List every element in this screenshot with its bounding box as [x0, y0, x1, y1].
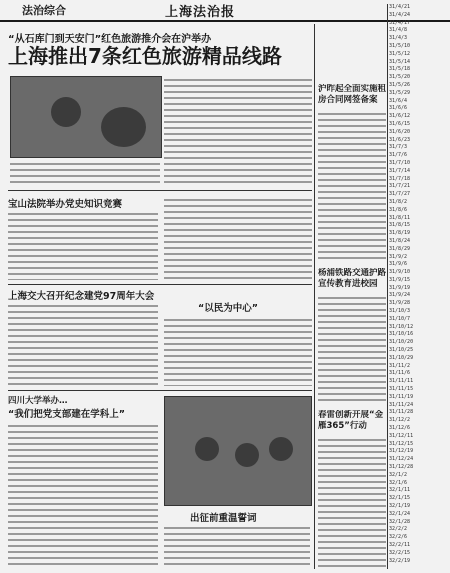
headline-sichuan: 四川大学举办… [8, 396, 68, 406]
data-row: 31/9/19 [389, 284, 411, 291]
data-row: 31/8/19 [389, 230, 411, 237]
data-row: 31/5/10 [389, 42, 411, 49]
body-branch [8, 422, 158, 567]
headline-people: “以民为中心” [198, 303, 258, 314]
data-row: 31/7/6 [389, 152, 408, 159]
body-lead-cont [164, 196, 312, 282]
data-row: 31/6/12 [389, 113, 411, 120]
data-row: 31/8/6 [389, 206, 408, 213]
data-row: 32/1/24 [389, 510, 411, 517]
headline-yangpu: 杨浦铁路交通护路宣传教育进校园 [318, 268, 386, 289]
data-row: 32/1/19 [389, 503, 411, 509]
data-row: 31/4/8 [389, 27, 408, 34]
data-row: 32/2/15 [389, 549, 411, 556]
data-row: 31/6/20 [389, 128, 411, 135]
data-row: 31/6/23 [389, 136, 411, 143]
data-row: 31/11/6 [389, 370, 411, 377]
data-row: 31/9/24 [389, 292, 411, 299]
data-row: 31/5/26 [389, 81, 411, 88]
data-row: 31/12/6 [389, 425, 411, 432]
headline-oath: 出征前重温誓词 [190, 513, 257, 524]
body-oath [164, 524, 310, 567]
data-row: 31/9/28 [389, 300, 411, 307]
data-row: 31/7/18 [389, 175, 411, 182]
headline-chunlei: 春雷创新开展“金雁365”行动 [318, 410, 384, 431]
body-yangpu [318, 294, 386, 404]
section-name: 法治综合 [22, 4, 66, 17]
headline-rental: 沪昨起全面实施租房合同网签备案 [318, 84, 386, 105]
data-row: 31/11/19 [389, 393, 414, 400]
right-data-column [389, 4, 446, 569]
data-row: 31/11/15 [389, 386, 414, 393]
data-row: 31/11/28 [389, 409, 414, 416]
data-row: 32/1/6 [389, 479, 408, 486]
lead-body [164, 76, 312, 186]
data-row: 32/1/11 [389, 487, 411, 494]
data-row: 31/8/24 [389, 237, 411, 244]
data-row: 32/2/6 [389, 534, 408, 541]
data-row: 31/5/20 [389, 74, 411, 81]
lead-caption [10, 160, 160, 184]
lead-photo [10, 76, 162, 158]
lead-kicker: “从石库门到天安门”红色旅游推介会在沪举办 [8, 34, 212, 45]
data-row: 31/8/29 [389, 245, 411, 252]
data-row: 32/1/28 [389, 518, 411, 525]
data-row: 31/7/10 [389, 159, 411, 166]
data-row: 31/11/2 [389, 362, 411, 369]
lead-headline: 上海推出7条红色旅游精品线路 [8, 44, 282, 68]
data-row: 31/5/12 [389, 50, 411, 57]
body-chunlei [318, 436, 386, 567]
data-row: 31/11/11 [389, 378, 414, 385]
headline-jiaoda: 上海交大召开纪念建党97周年大会 [8, 291, 155, 302]
headline-baoshan: 宝山法院举办党史知识竞赛 [8, 199, 123, 210]
data-row: 31/9/15 [389, 276, 411, 283]
data-row: 31/8/11 [389, 214, 411, 221]
data-row: 31/4/24 [389, 11, 411, 18]
data-row: 31/10/3 [389, 308, 411, 315]
data-row: 31/7/21 [389, 183, 411, 190]
data-row: 31/7/14 [389, 167, 411, 174]
data-row: 31/12/11 [389, 432, 414, 439]
data-row: 31/5/18 [389, 66, 411, 73]
data-row: 32/2/11 [389, 541, 411, 548]
data-row: 31/10/25 [389, 347, 414, 354]
data-row: 31/4/3 [389, 35, 408, 42]
data-row: 32/1/15 [389, 495, 411, 502]
body-jiaoda [8, 302, 158, 386]
data-row: 31/12/19 [389, 448, 414, 455]
data-row: 31/11/24 [389, 401, 414, 408]
data-row: 31/12/2 [389, 417, 411, 424]
data-row: 31/9/10 [389, 269, 411, 276]
data-row: 31/9/2 [389, 253, 408, 260]
data-row: 31/8/2 [389, 198, 408, 205]
data-row: 32/2/19 [389, 557, 411, 564]
data-row: 31/10/12 [389, 323, 414, 330]
body-baoshan [8, 210, 158, 280]
data-row: 31/10/7 [389, 315, 411, 322]
newspaper-name: 上海法治报 [165, 5, 236, 20]
data-row: 32/1/2 [389, 471, 408, 478]
data-row: 31/8/15 [389, 222, 411, 229]
data-row: 31/4/21 [389, 4, 411, 10]
data-row: 31/7/27 [389, 191, 411, 198]
body-people [164, 316, 312, 386]
data-row: 31/10/16 [389, 331, 414, 338]
data-row: 31/12/15 [389, 440, 414, 447]
data-row: 32/2/2 [389, 526, 408, 533]
data-row: 31/6/15 [389, 120, 411, 127]
headline-branch: “我们把党支部建在学科上” [8, 409, 125, 420]
data-row: 31/4/17 [389, 19, 411, 26]
data-row: 31/7/3 [389, 144, 408, 151]
data-row: 31/5/14 [389, 58, 411, 65]
data-row: 31/12/28 [389, 464, 414, 471]
data-row: 31/6/6 [389, 105, 408, 112]
body-rental [318, 110, 386, 260]
data-row: 31/10/20 [389, 339, 414, 346]
data-row: 31/9/6 [389, 261, 408, 268]
masthead [0, 0, 450, 22]
data-row: 31/5/29 [389, 89, 411, 96]
oath-photo [164, 396, 312, 506]
data-row: 31/6/4 [389, 97, 408, 104]
data-row: 31/12/24 [389, 456, 414, 463]
data-row: 31/10/29 [389, 354, 414, 361]
